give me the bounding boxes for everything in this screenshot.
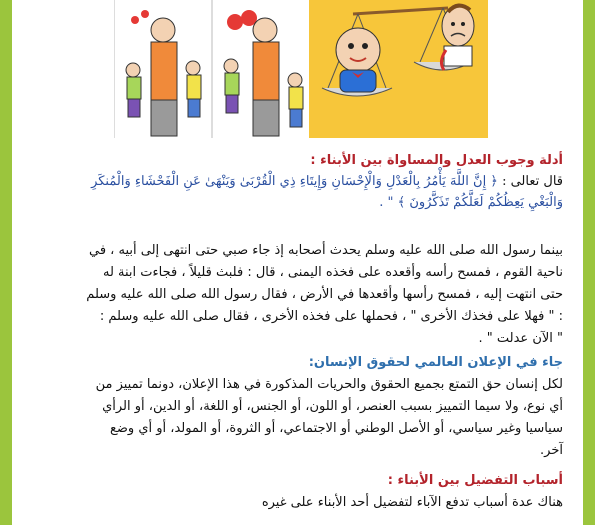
family-illustration bbox=[115, 0, 309, 138]
balance-scale-illustration bbox=[309, 0, 488, 138]
hadith-line-5: " الآن عدلت " . bbox=[478, 331, 563, 346]
father-children-cartoon bbox=[114, 0, 309, 138]
section-heading-reasons: أسباب التفضيل بين الأبناء : bbox=[387, 473, 563, 488]
section-heading-evidence: أدلة وجوب العدل والمساواة بين الأبناء : bbox=[310, 153, 563, 168]
quran-verse-line1 bbox=[28, 171, 563, 192]
document-page bbox=[24, 0, 573, 525]
balance-scale-cartoon bbox=[309, 0, 488, 138]
declaration-line-3: سياسيا وغير سياسي، أو الأصل الوطني أو الاجتماعي، أو الثروة، أو المولد، أو أي وضع bbox=[109, 421, 563, 436]
quran-intro: قال تعالى : bbox=[502, 174, 563, 189]
hadith-line-2: ناحية القوم ، فمسح رأسه وأقعده على فخذه اليمنى ، قال : فلبث قليلاً ، فجاءت ابنة له bbox=[102, 265, 563, 280]
declaration-line-1: لكل إنسان حق التمتع بجميع الحقوق والحريات المذكورة في هذا الإعلان، دونما تمييز من bbox=[95, 377, 563, 392]
declaration-line-4: آخر. bbox=[540, 443, 563, 458]
quran-verse-line2: وَالْبَغْيِ يَعِظُكُمْ لَعَلَّكُمْ تَذَكَّرُونَ ﴾ " . bbox=[379, 195, 563, 210]
reasons-line-1: هناك عدة أسباب تدفع الآباء لتفضيل أحد الأبناء على غيره bbox=[261, 495, 563, 510]
quran-verse-text1: ﴿ إِنَّ اللَّهَ يَأْمُرُ بِالْعَدْلِ وَالْإِحْسَانِ وَإِيتَاءِ ذِي الْقُرْبَىٰ وَيَنْهَىٰ عَنِ الْفَحْشَاءِ وَالْمُنكَرِ bbox=[91, 174, 498, 189]
declaration-line-2: أي نوع، ولا سيما التمييز بسبب العنصر، أو اللون، أو الجنس، أو اللغة، أو الدين، أو الرأي bbox=[102, 399, 563, 414]
page-frame-left bbox=[0, 0, 12, 525]
hadith-line-4: : " فهلا على فخذك الأخرى " ، فحملها على فخذه الأخرى ، فقال صلى الله عليه وسلم : bbox=[99, 309, 563, 324]
hadith-line-1: بينما رسول الله صلى الله عليه وسلم يحدث أصحابه إذ جاء صبي حتى انتهى إلى أبيه ، في bbox=[89, 243, 563, 258]
illustrations-strip bbox=[114, 0, 488, 138]
section-heading-declaration: جاء في الإعلان العالمي لحقوق الإنسان: bbox=[308, 355, 563, 370]
page-frame-right bbox=[583, 0, 595, 525]
hadith-line-3: حتى انتهت إليه ، فمسح رأسها وأقعدها في الأرض ، فقال رسول الله صلى الله عليه وسلم bbox=[86, 287, 563, 302]
